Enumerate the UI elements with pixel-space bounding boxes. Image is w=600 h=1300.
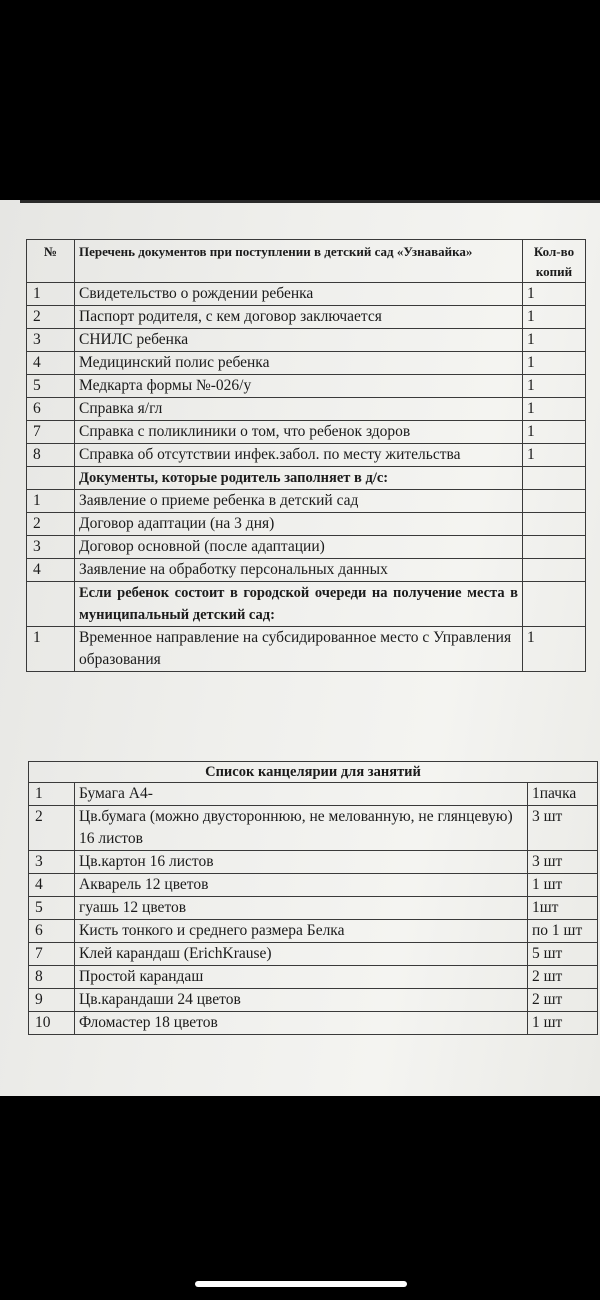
section-row — [27, 467, 586, 490]
row-name: СНИЛС ребенка — [75, 329, 523, 352]
table-row — [27, 444, 586, 467]
row-num: 5 — [27, 375, 75, 398]
row-name: Справка я/гл — [75, 398, 523, 421]
supplies-header-row — [29, 762, 598, 783]
row-qty: 1 шт — [528, 874, 598, 897]
table-row — [27, 421, 586, 444]
paper-top-edge — [20, 200, 600, 203]
row-qty: 2 шт — [528, 989, 598, 1012]
table-row — [27, 329, 586, 352]
row-num: 1 — [27, 627, 75, 672]
row-qty: 1 — [523, 627, 586, 672]
row-num: 7 — [27, 421, 75, 444]
row-name: Цв.бумага (можно двустороннюю, не мелованную, не глянцевую) 16 листов — [75, 806, 528, 851]
row-qty: 1 — [523, 421, 586, 444]
row-qty: 1 — [523, 283, 586, 306]
row-name: Свидетельство о рождении ребенка — [75, 283, 523, 306]
row-qty: 1 — [523, 444, 586, 467]
row-num: 1 — [29, 783, 75, 806]
row-name: Медицинский полис ребенка — [75, 352, 523, 375]
table-row — [27, 283, 586, 306]
row-qty: 1 — [523, 398, 586, 421]
row-name: Справка с поликлиники о том, что ребенок здоров — [75, 421, 523, 444]
row-name: Цв.картон 16 листов — [75, 851, 528, 874]
row-num: 4 — [27, 559, 75, 582]
table-row — [27, 398, 586, 421]
home-indicator[interactable] — [195, 1281, 407, 1287]
row-num: 3 — [29, 851, 75, 874]
table-row — [27, 490, 586, 513]
row-name: гуашь 12 цветов — [75, 897, 528, 920]
table-row — [27, 375, 586, 398]
table-row — [27, 306, 586, 329]
table-row — [29, 783, 598, 806]
row-qty: 5 шт — [528, 943, 598, 966]
row-qty: 3 шт — [528, 851, 598, 874]
row-name: Простой карандаш — [75, 966, 528, 989]
row-name: Заявление на обработку персональных данных — [75, 559, 523, 582]
row-name: Клей карандаш (ErichKrause) — [75, 943, 528, 966]
row-num: 4 — [29, 874, 75, 897]
row-qty: 1 — [523, 306, 586, 329]
section-row — [27, 582, 586, 627]
row-name: Договор адаптации (на 3 дня) — [75, 513, 523, 536]
row-name: Договор основной (после адаптации) — [75, 536, 523, 559]
document-photo — [0, 200, 600, 1096]
row-qty: 1 шт — [528, 1012, 598, 1035]
row-name: Медкарта формы №-026/у — [75, 375, 523, 398]
row-num: 4 — [27, 352, 75, 375]
row-num: 1 — [27, 490, 75, 513]
row-num: 3 — [27, 536, 75, 559]
row-name: Временное направление на субсидированное место с Управления образования — [75, 627, 523, 672]
header-title: Перечень документов при поступлении в детский сад «Узнавайка» — [75, 240, 523, 283]
row-num: 10 — [29, 1012, 75, 1035]
row-name: Паспорт родителя, с кем договор заключается — [75, 306, 523, 329]
table-row — [27, 627, 586, 672]
header-qty: Кол-во копий — [523, 240, 586, 283]
table-row — [29, 806, 598, 851]
row-name: Акварель 12 цветов — [75, 874, 528, 897]
table-row — [27, 536, 586, 559]
supplies-title: Список канцелярии для занятий — [29, 762, 598, 783]
table-row — [29, 966, 598, 989]
table-row — [29, 1012, 598, 1035]
row-name: Справка об отсутствии инфек.забол. по месту жительства — [75, 444, 523, 467]
row-name: Цв.карандаши 24 цветов — [75, 989, 528, 1012]
table-row — [29, 897, 598, 920]
row-num: 2 — [27, 306, 75, 329]
documents-header-row — [27, 240, 586, 283]
row-name: Кисть тонкого и среднего размера Белка — [75, 920, 528, 943]
row-name: Заявление о приеме ребенка в детский сад — [75, 490, 523, 513]
table-row — [29, 920, 598, 943]
table-row — [27, 352, 586, 375]
row-num: 5 — [29, 897, 75, 920]
row-num: 7 — [29, 943, 75, 966]
row-num: 2 — [29, 806, 75, 851]
row-num: 9 — [29, 989, 75, 1012]
row-qty: по 1 шт — [528, 920, 598, 943]
table-row — [29, 874, 598, 897]
row-num: 8 — [29, 966, 75, 989]
row-num: 6 — [27, 398, 75, 421]
row-num: 6 — [29, 920, 75, 943]
row-qty: 1 — [523, 375, 586, 398]
parent-section-title: Документы, которые родитель заполняет в д/с: — [75, 467, 523, 490]
row-qty: 1 — [523, 329, 586, 352]
row-num: 8 — [27, 444, 75, 467]
documents-table — [26, 239, 586, 672]
table-row — [27, 559, 586, 582]
table-row — [27, 513, 586, 536]
row-qty: 3 шт — [528, 806, 598, 851]
header-num: № — [27, 240, 75, 283]
row-num: 1 — [27, 283, 75, 306]
table-row — [29, 989, 598, 1012]
table-row — [29, 943, 598, 966]
row-num: 3 — [27, 329, 75, 352]
row-name: Фломастер 18 цветов — [75, 1012, 528, 1035]
row-qty: 2 шт — [528, 966, 598, 989]
row-qty: 1шт — [528, 897, 598, 920]
row-num: 2 — [27, 513, 75, 536]
row-name: Бумага А4- — [75, 783, 528, 806]
table-row — [29, 851, 598, 874]
supplies-table — [28, 761, 598, 1035]
queue-section-title: Если ребенок состоит в городской очереди на получение места в муниципальный детский сад: — [75, 582, 523, 627]
row-qty: 1 — [523, 352, 586, 375]
row-qty: 1пачка — [528, 783, 598, 806]
